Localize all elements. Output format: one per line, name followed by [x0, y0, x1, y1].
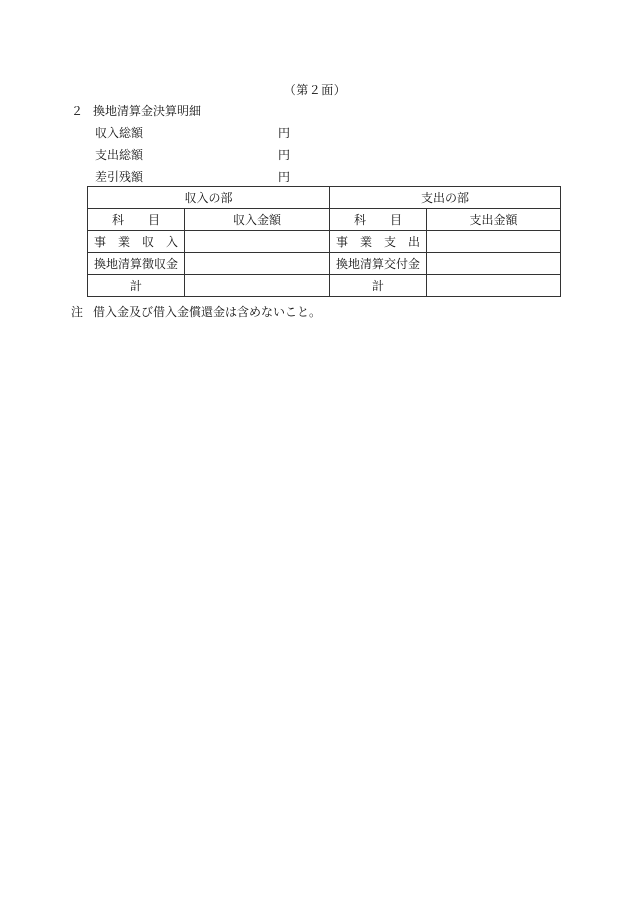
income-total-unit: 円 — [278, 126, 291, 140]
section-number: ２ — [71, 104, 84, 118]
footnote-mark: 注 — [71, 305, 84, 319]
expense-item-column-header: 科 目 — [330, 209, 427, 231]
section-title: 換地清算金決算明細 — [93, 104, 202, 118]
expense-section-header: 支出の部 — [330, 187, 561, 209]
income-item-cell: 換地清算徴収金 — [88, 253, 185, 275]
expense-item-cell: 事 業 支 出 — [330, 231, 427, 253]
expense-total-amount-cell — [427, 275, 561, 297]
income-total-label: 収入総額 — [95, 126, 144, 140]
table-row — [88, 231, 561, 253]
balance-line — [95, 168, 290, 185]
table-column-header-row — [88, 209, 561, 231]
income-amount-column-header: 収入金額 — [185, 209, 330, 231]
expense-total-label: 支出総額 — [95, 148, 144, 162]
income-amount-cell — [185, 231, 330, 253]
table-row — [88, 253, 561, 275]
table-section-header-row — [88, 187, 561, 209]
expense-total-line — [95, 146, 290, 163]
expense-item-cell: 換地清算交付金 — [330, 253, 427, 275]
table-total-row — [88, 275, 561, 297]
settlement-table — [87, 186, 561, 297]
expense-amount-column-header: 支出金額 — [427, 209, 561, 231]
balance-unit: 円 — [278, 170, 291, 184]
balance-label: 差引残額 — [95, 170, 144, 184]
expense-total-unit: 円 — [278, 148, 291, 162]
page-label: （第２面） — [283, 83, 347, 97]
income-total-item-cell: 計 — [88, 275, 185, 297]
income-total-line — [95, 124, 290, 141]
income-item-cell: 事 業 収 入 — [88, 231, 185, 253]
income-total-amount-cell — [185, 275, 330, 297]
footnote — [71, 303, 321, 320]
expense-amount-cell — [427, 231, 561, 253]
income-amount-cell — [185, 253, 330, 275]
income-section-header: 収入の部 — [88, 187, 330, 209]
section-heading — [71, 102, 201, 119]
expense-amount-cell — [427, 253, 561, 275]
expense-total-item-cell: 計 — [330, 275, 427, 297]
income-item-column-header: 科 目 — [88, 209, 185, 231]
footnote-text: 借入金及び借入金償還金は含めないこと。 — [93, 305, 322, 319]
